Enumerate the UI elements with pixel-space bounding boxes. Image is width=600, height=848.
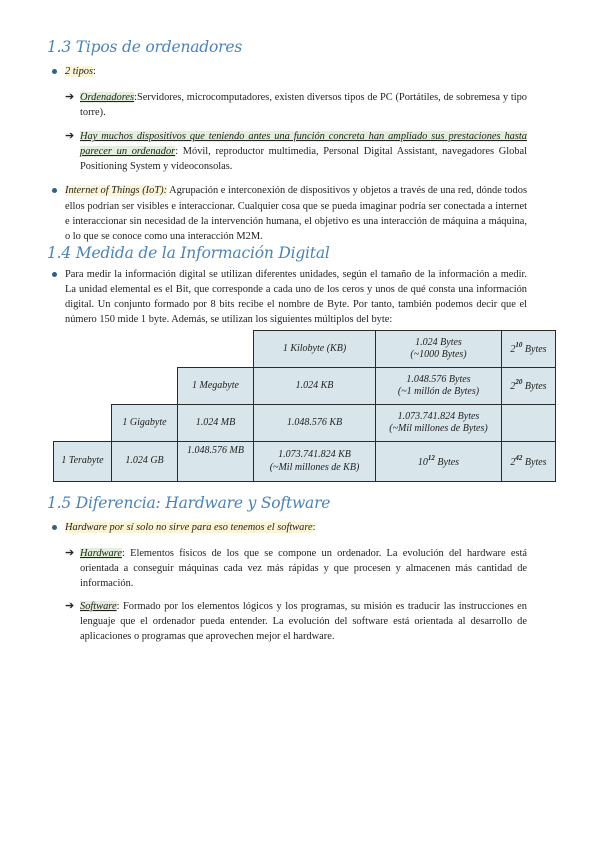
table-cell: 1 Megabyte [178, 368, 254, 405]
sub-label: Ordenadores [80, 92, 135, 104]
section-1-5-body [47, 520, 527, 645]
table-row [54, 442, 556, 482]
table-cell: 1 Terabyte [54, 442, 112, 482]
section-title-1-3: 1.3 Tipos de ordenadores [47, 38, 243, 56]
bullet-text: Para medir la información digital se utilizan diferentes unidades, según el tamaño de la información a medir. La unidad elemental es el Bit, que corresponde a cada uno de los ceros y unos de qué consta una información digital. Un conjunto formado por 8 bits recibe el nombre de Byte. Por tanto, también podemos decir que el número 150 mide 1 byte. Además, se utilizan los siguientes múltiplos del byte: [65, 269, 527, 326]
arrow-right-icon: ➔ [65, 91, 75, 104]
arrow-right-icon: ➔ [65, 547, 75, 560]
section-1-4-body [47, 267, 527, 327]
section-title-1-4: 1.4 Medida de la Información Digital [47, 244, 330, 262]
bullet-dot-icon [52, 272, 57, 277]
bullet-medida [47, 267, 527, 327]
bullet-label: Internet of Things (IoT): [65, 185, 168, 197]
table-cell: $2^{20}$ Bytes [502, 368, 556, 405]
table-cell: 1.024 KB [254, 368, 376, 405]
byte-multiples-table [53, 330, 556, 482]
table-cell: 1.024 MB [178, 405, 254, 442]
bullet-colon: : [93, 66, 96, 77]
sub-dispositivos [47, 129, 527, 174]
sub-text: : Formado por los elementos lógicos y los programas, su misión es traducir las instrucciones en lenguaje que el ordenador pueda entender. La evolución del software está orientada al desarrollo de aplicaciones o programas que aprovechen mejor el hardware. [80, 601, 527, 643]
bullet-colon: : [312, 522, 316, 533]
table-row [54, 368, 556, 405]
bullet-text: Agrupación e interconexión de dispositivos y objetos a través de una red, dónde todos ellos podrían ser visibles e interaccionar. Cualquier cosa que se pueda imaginar podría ser conectada a internet e interaccionar sin necesidad de la intervención humana, el objetivo es una interacción de máquina a máquina, o lo que se conoce como una interacción M2M. [65, 185, 527, 242]
table-cell: $2^{42}$ Bytes [502, 442, 556, 482]
bullet-2-tipos [47, 64, 527, 79]
arrow-right-icon: ➔ [65, 130, 75, 143]
section-title-1-5: 1.5 Diferencia: Hardware y Software [47, 494, 331, 512]
sub-software [47, 599, 527, 644]
sub-text: : Móvil, reproductor multimedia, Personal Digital Assistant, navegadores Global Positioning System y videoconsolas. [80, 146, 528, 173]
table-cell [502, 405, 556, 442]
table-cell: 1.048.576 Bytes (~1 millón de Bytes) [376, 368, 502, 405]
table-cell: 1 Gigabyte [112, 405, 178, 442]
sub-hardware [47, 546, 527, 591]
table-cell: $10^{12}$ Bytes [376, 442, 502, 482]
table-cell: 1.048.576 MB [178, 442, 254, 482]
bullet-iot [47, 183, 527, 243]
table-cell: $2^{10}$ Bytes [502, 331, 556, 368]
sub-ordenadores [47, 90, 527, 120]
table-row [54, 331, 556, 368]
bullet-label: 2 tipos [65, 66, 94, 77]
sub-label: Hardware [80, 548, 122, 560]
bullet-dot-icon [52, 525, 57, 530]
bullet-dot-icon [52, 69, 57, 74]
table-cell: 1.048.576 KB [254, 405, 376, 442]
table-cell: 1.073.741.824 KB (~Mil millones de KB) [254, 442, 376, 482]
bullet-hw-sw [47, 520, 527, 535]
sub-label: Hay muchos dispositivos que teniendo antes una función concreta han ampliado sus prestaciones hasta parecer un ordenador [80, 131, 527, 158]
table-cell: 1.073.741.824 Bytes (~Mil millones de Bytes) [376, 405, 502, 442]
table-cell: 1 Kilobyte (KB) [254, 331, 376, 368]
bullet-dot-icon [52, 188, 57, 193]
sub-text: : Elementos físicos de los que se compone un ordenador. La evolución del hardware está orientada a conseguir máquinas cada vez más rápidas y que procesen y almacenen más cantidad de información. [80, 548, 527, 590]
section-1-3-body [47, 64, 527, 244]
table-cell: 1.024 Bytes (~1000 Bytes) [376, 331, 502, 368]
bullet-label: Hardware por sí solo no sirve para eso tenemos el software [65, 522, 313, 533]
table-cell: 1.024 GB [112, 442, 178, 482]
table-row [54, 405, 556, 442]
sub-label: Software [80, 601, 117, 613]
sub-text: :Servidores, microcomputadores, existen diversos tipos de PC (Portátiles, de sobremesa y tipo torre). [80, 92, 527, 119]
arrow-right-icon: ➔ [65, 600, 75, 613]
